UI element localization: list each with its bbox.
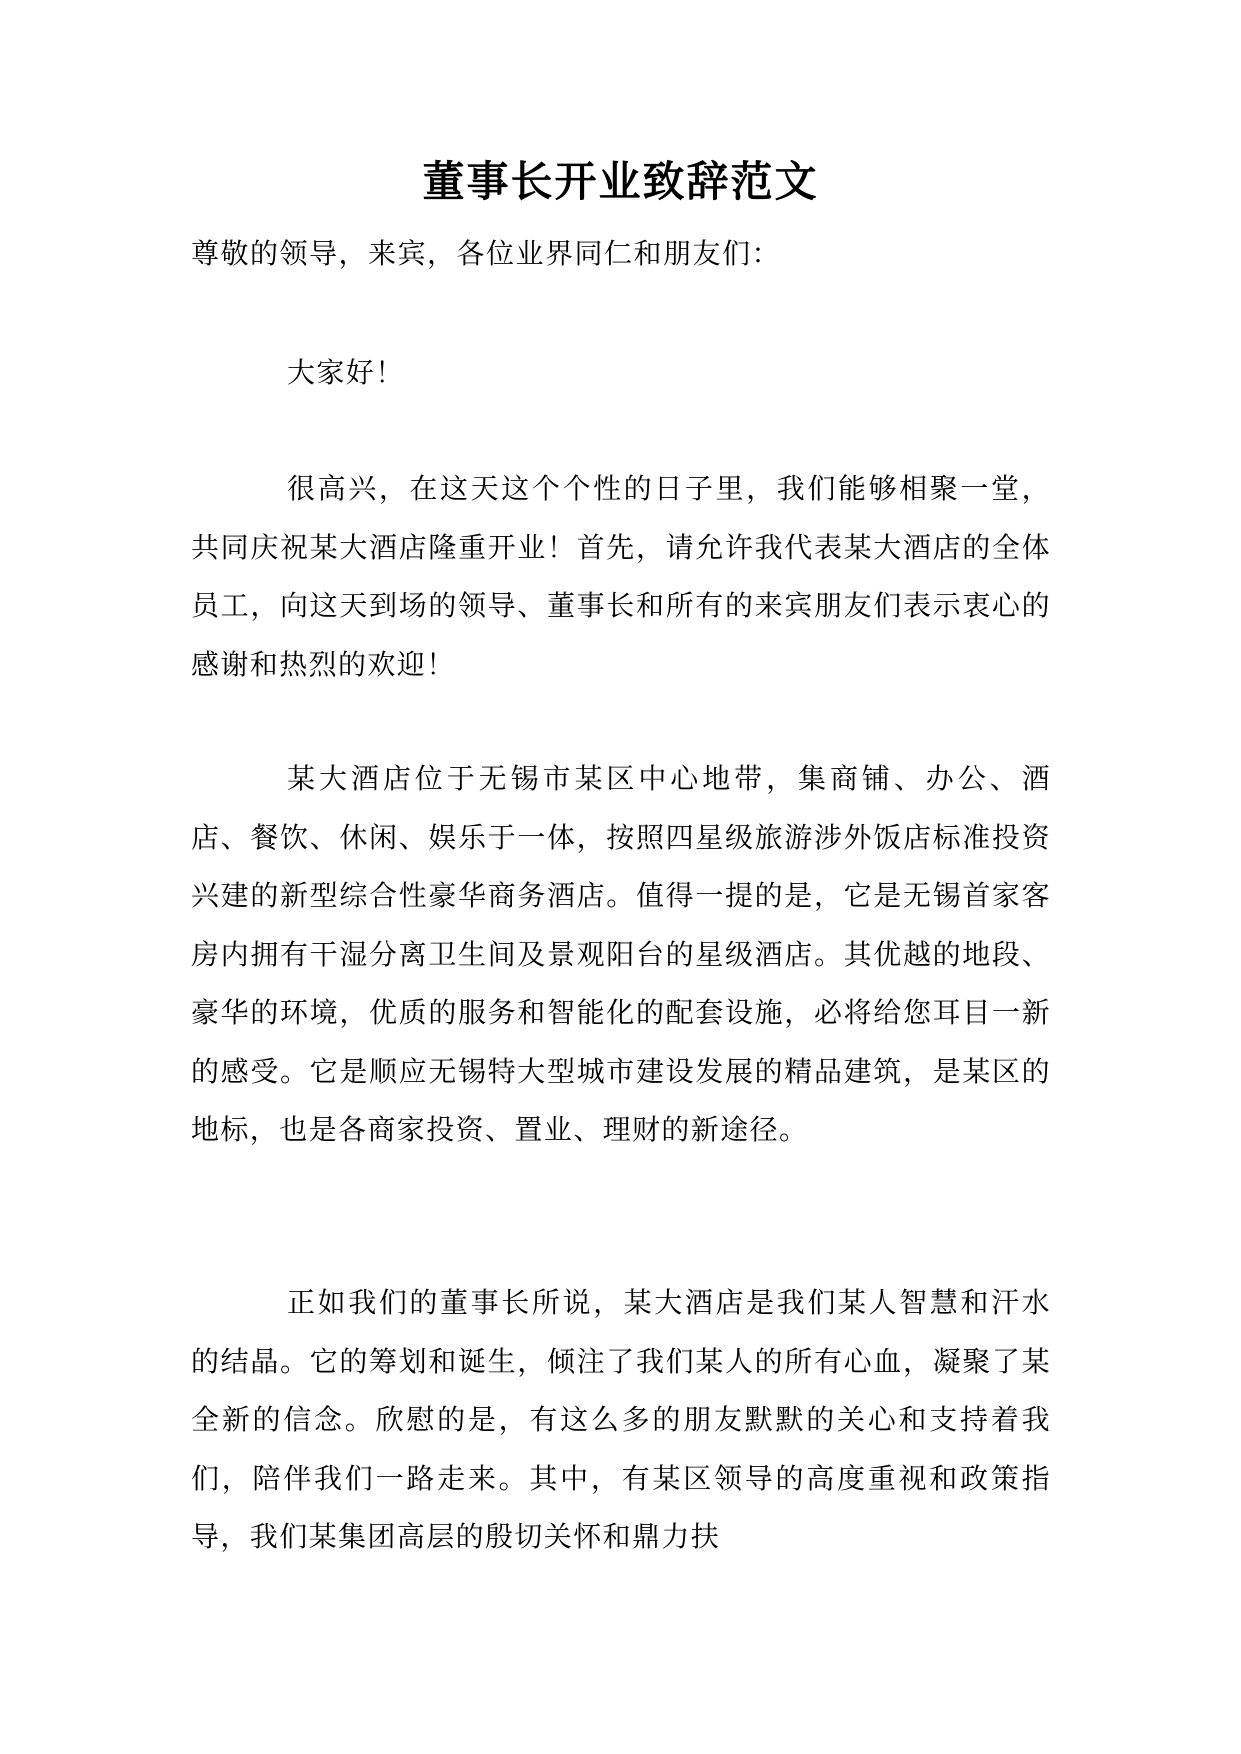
paragraph-welcome: 很高兴，在这天这个个性的日子里，我们能够相聚一堂，共同庆祝某大酒店隆重开业！首先，请允许我代表某大酒店的全体员工，向这天到场的领导、董事长和所有的来宾朋友们表示衷心的感谢和热烈的欢迎！ [191, 472, 1051, 681]
paragraph-greeting: 大家好！ [287, 356, 405, 389]
paragraph-hotel-intro: 某大酒店位于无锡市某区中心地带，集商铺、办公、酒店、餐饮、休闲、娱乐于一体，按照四星级旅游涉外饭店标准投资兴建的新型综合性豪华商务酒店。值得一提的是，它是无锡首家客房内拥有干湿分离卫生间及景观阳台的星级酒店。其优越的地段、豪华的环境，优质的服务和智能化的配套设施，必将给您耳目一新的感受。它是顺应无锡特大型城市建设发展的精品建筑，是某区的地标，也是各商家投资、置业、理财的新途径。 [191, 762, 1051, 1146]
paragraph-chairman-remarks: 正如我们的董事长所说，某大酒店是我们某人智慧和汗水的结晶。它的筹划和诞生，倾注了我们某人的所有心血，凝聚了某全新的信念。欣慰的是，有这么多的朋友默默的关心和支持着我们，陪伴我们一路走来。其中，有某区领导的高度重视和政策指导，我们某集团高层的殷切关怀和鼎力扶 [191, 1286, 1051, 1553]
salutation: 尊敬的领导，来宾，各位业界同仁和朋友们： [191, 237, 782, 270]
document-title: 董事长开业致辞范文 [422, 157, 819, 206]
